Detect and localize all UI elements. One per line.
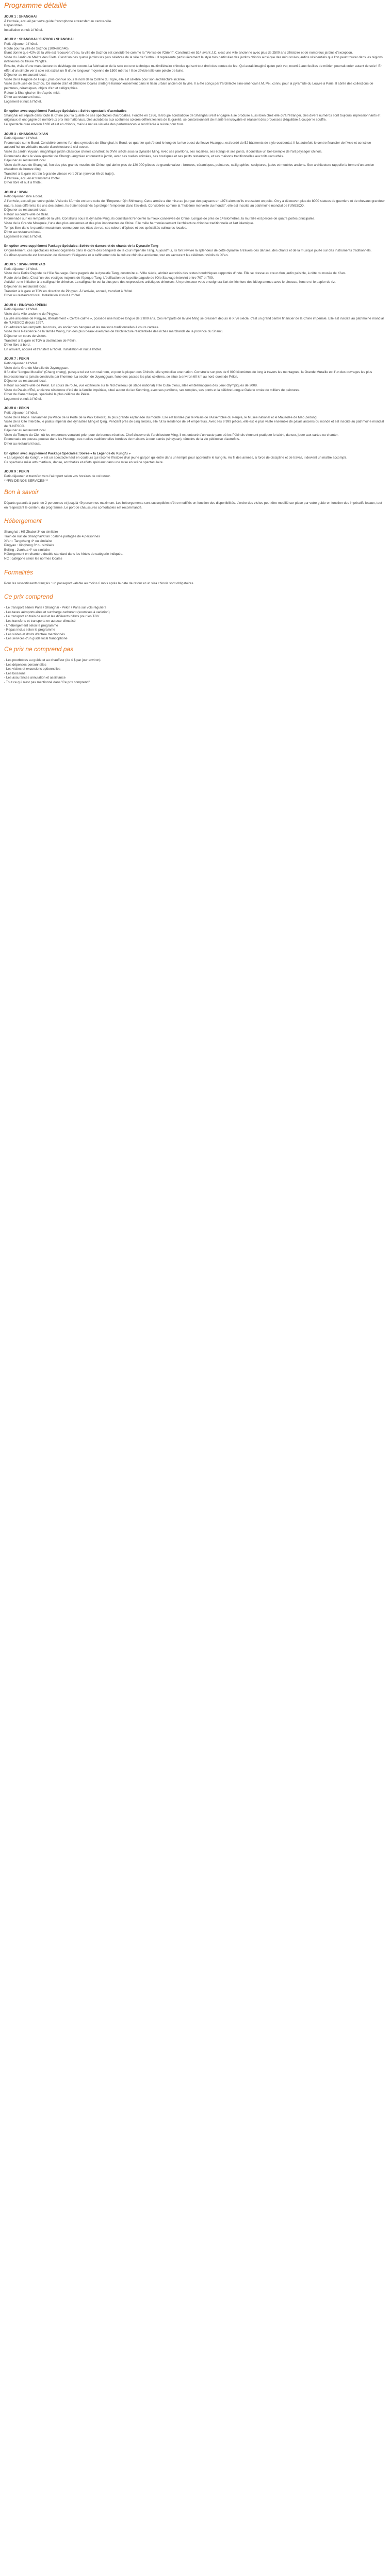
includes-item: - Les visites et droits d'entrée mentionnés [4,632,65,636]
day-line: Installation et nuit à l'hôtel. [4,28,43,32]
day-line: Dîner libre à bord. [4,343,31,347]
day-line: Déjeuner au restaurant local. [4,73,47,77]
section-title: Hébergement [4,517,42,525]
day-line: Promenade sur les remparts de la ville. Construits sous la dynastie Ming, ils constituent l'enceinte la mieux conservée de Chine. Longue de près de 14 kilomètres, la muraille est percée de quatre portes principales. [4,217,315,221]
day-line: Promenade en pousse-pousse dans les Hutongs, ces ruelles traditionnelles bordées de maisons à cour carrée (siheyuan), témoins de la vie pékinoise d'autrefois. [4,437,240,442]
itinerary [4,15,386,483]
section-line: Départs garantis à partir de 2 personnes et jusqu'à 49 personnes maximum. Les hébergements sont susceptibles d'être modifiés en fonction des disponibilités. L'ordre des visites peut être modifié sur place par votre guide en fonction des impératifs locaux, tout en respectant le contenu du programme. Le port de chaussures confortables est recommandé. [4,501,382,510]
day-line: Promenade dans le vieux quartier de Chenghuangmiao entourant le jardin, avec ses ruelles animées, ses boutiques et ses petits restaurants, et ses maisons traditionnelles aux toits recourbés. [4,154,284,158]
day-title: JOUR 6 : PINGYAO / PEKIN [4,303,47,307]
includes-item: - Le transport aérien Paris / Shanghai - Pékin / Paris sur vols réguliers [4,606,106,610]
day-line: Petit-déjeuner et transfert vers l'aéroport selon vos horaires de vol retour. [4,474,111,479]
day-block [4,303,386,352]
day-line: Visite de la Pagode de Huqiu, plus connue sous le nom de la Colline du Tigre, elle est célèbre pour son architecture inclinée. [4,77,186,81]
excludes-list [4,658,386,685]
day-line: Ensuite, visite d'une manufacture du dévidage de cocons.La fabrication de la soie est une technique multimillénaire chinoise qui sert tout droit des contes de fée. Qui aurait imaginé qu'un petit ver, nourri à aux feuilles de mûrier, pourrait créer autant de soie ! En effet, d'un simple ver à soie est extrait un fil d'une longueur moyenne de 1500 mètres ! Il se dévide telle une pelote de laine. [4,64,383,73]
day-title: En option avec supplément Package Spéciales : Soirée spectacle d'acrobaties [4,109,127,113]
day-block [4,132,386,185]
day-title: JOUR 2 : SHANGHAI / SUZHOU / SHANGHAI [4,38,74,42]
day-line: Petit-déjeuner à l'hôtel. [4,267,38,271]
day-line: Petit-déjeuner à l'hôtel. [4,411,38,415]
section-line: Shanghai : HE Zhabei 3* ou similaire [4,530,58,534]
day-block [4,38,386,104]
day-line: Transfert à la gare et train à grande vitesse vers Xi'an (environ 6h de trajet). [4,172,115,176]
day-line: Retour à Shanghai en fin d'après-midi. [4,91,60,95]
section-line: Train de nuit de Shanghai/Xi'an : cabine partagée de 4 personnes [4,535,100,538]
spacer [4,562,386,566]
day-line: « La Légende du Kungfu » est un spectacle haut en couleurs qui raconte l'histoire d'un jeune garçon qui entre dans un temple pour apprendre le kung-fu. Au fil des années, à force de discipline et de travail, il devient un maître accompli. [4,456,347,460]
day-line: Le spectacle dure environ 1h30 et est en chinois, mais la nature visuelle des performances le rend facile à suivre pour tous. [4,123,185,127]
day-line: On admirera les remparts, les tours, les anciennes banques et les maisons traditionnelles à cours carrées. [4,325,159,329]
section-line: Beijing : Jianhua 4* ou similaire [4,548,50,552]
day-block [4,452,386,465]
day-line: Visite de la Petite Pagode de l'Oie Sauvage. Cette pagode de la dynastie Tang, construite au VIIIe siècle, abritait autrefois des textes bouddhiques rapportés d'Inde. Elle se dresse au cœur d'un jardin paisible, à côté du musée de Xi'an. [4,272,346,276]
day-line: Originellement, ces spectacles étaient organisés dans le cadre des banquets de la cour impériale Tang. Aujourd'hui, ils font revivre la splendeur de cette dynastie à travers des danses, des chants et de la musique jouée sur des instruments traditionnels. [4,248,372,252]
day-line: Déjeuner au restaurant local. [4,208,47,212]
excludes-item: - Les dépenses personnelles [4,663,46,667]
day-line: Dîner libre et nuit à l'hôtel. [4,181,43,185]
day-title: En option avec supplément Package Spéciales: Soirée de danses et de chants de la Dynastie Tang [4,244,158,248]
day-block [4,406,386,446]
day-line: Visite du Musée de Suzhou. Ce musée d'art et d'histoire locales s'intègre harmonieusement dans le tissu urbain ancien de la ville. Il a été conçu par l'architecte sino-américain I.M. Pei, connu pour la pyramide du Louvre à Paris. Il abrite des collections de peintures, céramiques, objets d'art et calligraphies. [4,82,373,90]
day-block [4,244,386,258]
day-title: JOUR 7 : PEKIN [4,357,29,361]
day-title: JOUR 4 : XI'AN [4,190,28,194]
day-line: Route de la Soie. C'est l'un des vestiges majeurs de l'époque Tang. L'édification de la petite pagode de l'Oie Sauvage intervint entre 707 et 709. [4,276,214,280]
day-block [4,15,386,32]
includes-title: Ce prix comprend [4,593,53,601]
day-block [4,263,386,298]
day-block [4,470,386,483]
excludes-item: - Tout ce qui n'est pas mentionné dans "Ce prix comprend" [4,680,90,684]
excludes-item: - Les visites et excursions optionnelles [4,667,61,671]
formalities-text: Pour les ressortissants français : un passeport valable au moins 6 mois après la date de retour et un visa chinois sont obligatoires. [4,581,194,585]
day-line: Logement et nuit à l'hôtel. [4,397,42,401]
includes-item: - Repas inclus selon le programme [4,628,55,632]
day-line: Petit-déjeuner à l'hôtel. [4,137,38,141]
day-line: Visite du Musée de Shanghai, l'un des plus grands musées de Chine, qui abrite plus de 120 000 pièces de grande valeur : bronzes, céramiques, peintures, calligraphies, sculptures, jades et meubles anciens. Son architecture rappelle la forme d'un ancien chaudron de bronze ding. [4,163,374,172]
day-line: Petit-déjeuner à l'hôtel. [4,308,38,312]
section-line: NC : catégorie selon les normes locales [4,556,62,561]
day-line: Visite de la Grande Muraille de Juyongguan. [4,366,69,370]
day-line: Repas libres. [4,24,24,28]
day-line: À l'arrivée, accueil et transfert à l'hôtel. [4,176,61,180]
day-line: Logement et nuit à l'hôtel. [4,234,42,239]
spacer [4,510,386,514]
day-title: En option avec supplément Package Spéciales: Soirée « la Légende du Kungfu » [4,451,131,455]
formalities-title: Formalités [4,568,34,576]
day-line: Transfert à la gare et TGV en direction de Pingyao. À l'arrivée, accueil, transfert à l'hôtel. [4,289,134,293]
excludes-item: - Les boissons [4,671,26,675]
day-line: Promenade sur le Bund. Considéré comme l'un des symboles de Shanghai, le Bund, ce quartier qui s'étend le long de la rive ouest du fleuve Huangpu, est bordé de 52 bâtiments de style occidental. Il fut autrefois le centre financier de l'Asie et constitue aujourd'hui un véritable musée d'architecture à ciel ouvert. [4,141,371,149]
day-line: À l'arrivée, accueil par votre guide. Visite de l'Armée en terre cuite de l'Empereur Qin Shihuang. Cette armée a été mise au jour par des paysans en 1974 alors qu'ils creusaient un puits. On y a découvert plus de 8000 statues de guerriers et de chevaux grandeur nature, tous différents les uns des autres. Ils étaient destinés à protéger l'empereur dans l'au-delà. Considérée comme la "huitième merveille du monde", elle est inscrite au patrimoine mondial de l'UNESCO. [4,199,385,208]
day-line: Ce dîner-spectacle est l'occasion de découvrir l'élégance et le raffinement de la culture chinoise ancienne, tout en savourant les célèbres raviolis de Xi'an. [4,253,229,257]
section-title: Bon à savoir [4,488,39,496]
day-line: En arrivant, accueil et transfert à l'hôtel. Installation et nuit à l'hôtel. [4,347,102,351]
day-line: Retour au centre-ville de Pékin. En cours de route, vue extérieure sur le Nid d'oiseau (le stade national) et le Cube d'eau, sites emblématiques des Jeux Olympiques de 2008. [4,383,258,387]
day-title: JOUR 8 : PEKIN [4,406,29,411]
day-line: Il fut dite "Longue Muraille" (Chang cheng), puisque tel est son vrai nom, et pour la plupart des Chinois, elle symbolise une nation. Construite sur plus de 6 000 kilomètres de long à travers les montagnes, la Grande Muraille est l'un des ouvrages les plus impressionnants jamais construits par l'homme. La section de Juyongguan, l'une des passes les plus célèbres, se situe à environ 60 km au nord-ouest de Pékin. [4,370,372,379]
day-line: Visite de la Place Tian'anmen (la Place de la Porte de la Paix Céleste), la plus grande esplanade du monde. Elle est bordée par le Palais de l'Assemblée du Peuple, le Musée national et le Mausolée de Mao Zedong. [4,415,318,419]
includes-item: - L'hébergement selon le programme [4,623,58,628]
day-title: JOUR 1 : SHANGHAI [4,15,37,19]
info-sections [4,488,386,565]
day-line: Retour au centre-ville de Xi'an. [4,212,50,216]
includes-list [4,606,386,641]
day-line: Petit-déjeuner à l'hôtel. [4,42,38,46]
day-line: Visite du Temple du Ciel, où les empereurs venaient prier pour de bonnes récoltes. Chef-d'œuvre de l'architecture Ming, il est entouré d'un vaste parc où les Pékinois viennent pratiquer le taichi, danser, jouer aux cartes ou chanter. [4,433,339,437]
day-title: JOUR 9 : PEKIN [4,470,29,474]
day-line: Étant donné que 42% de la ville est recouvert d'eau, la ville de Suzhou est considérée comme la "Venise de l'Orient". Construite en 514 avant J.C, c'est une ville ancienne avec plus de 2500 ans d'histoire et de nombreux jardins d'exception. [4,51,353,55]
includes-item: - Les transferts et transports en autocar climatisé [4,619,76,623]
day-line: Dîner de Canard laqué, spécialité la plus célèbre de Pékin. [4,393,90,397]
includes-item: - Les services d'un guide local francophone [4,637,68,641]
day-line: Transfert à la gare et TGV à destination de Pékin. [4,338,77,343]
section-line: Pingyao : Xinghong 3* ou similaire [4,544,55,548]
day-line: Temps libre dans le quartier musulman, connu pour ses étals de rue, ses odeurs d'épices et ses spécialités culinaires locales. [4,226,187,230]
day-line: Dîner au restaurant local. [4,230,41,234]
day-line: Visite de la Résidence de la famille Wang, l'un des plus beaux exemples de l'architecture résidentielle des riches marchands de la province du Shanxi. [4,330,223,334]
day-line: Shanghai est réputé dans toute la Chine pour la qualité de ses spectacles d'acrobaties. Fondée en 1956, la troupe acrobatique de Shanghai s'est engagée à se produire aussi bien chez elle qu'à l'étranger. Ses divers numéros sont toujours impressionnants et originaux et ont gagné de nombreux prix internationaux. Des acrobates aux costumes colorés défient les lois de la gravité, se contorsionnent de manière incroyable et réalisent des prouesses d'équilibre à couper le souffle. [4,113,381,122]
day-line: Logement et nuit à l'hôtel. [4,99,42,104]
day-block [4,357,386,401]
day-block [4,109,386,127]
includes-item: - Les taxes aéroportuaires et surcharge carburant (soumises à variation) [4,610,110,614]
day-line: Visite de la ville ancienne de Pingyao. [4,312,60,316]
day-block [4,191,386,240]
section-line: Hébergement en chambre double standard dans les hôtels de catégorie indiquée. [4,552,123,556]
day-line: Visite de la Grande Mosquée, l'une des plus anciennes et des plus importantes de Chine. Elle mêle harmonieusement l'architecture chinoise traditionnelle et l'art islamique. [4,221,254,225]
day-line: À l'arrivée, accueil par votre guide francophone et transfert au centre-ville. [4,19,112,23]
day-line: Visite du Jardin Yuyuan, magnifique jardin classique chinois construit au XVIe siècle sous la dynastie Ming. Avec ses pavillons, ses rocailles, ses étangs et ses ponts, il constitue un bel exemple de l'art paysager chinois. [4,150,322,154]
day-line: Activité : une initiation à la calligraphie chinoise. La calligraphie est la plus pure des expressions artistiques chinoises. Un professeur vous enseignera l'art de l'écriture des idéogrammes avec le pinceau, l'encre et le papier de riz. [4,280,336,284]
excludes-title: Ce prix ne comprend pas [4,645,74,653]
day-line: Petit-déjeuner à l'hôtel. [4,361,38,365]
page-title: Programme détaillé [4,1,67,9]
section-line: Xi'an : Tangcheng 4* ou similaire [4,539,52,543]
day-line: La ville ancienne de Pingyao, littéralement « Cerfde calme », possède une histoire longue de 2 800 ans. Ces remparts de la ville Ming se dressent depuis le XIVe siècle, c'est un grand centre financier de la Chine impériale. Elle est inscrite au patrimoine mondial de l'UNESCO depuis 1997. [4,316,384,325]
day-line: Visite du Palais d'Été, ancienne résidence d'été de la famille impériale, situé autour du lac Kunming, avec ses pavillons, ses temples, ses ponts et la célèbre Longue Galerie ornée de milliers de peintures. [4,388,300,392]
day-line: Déjeuner au restaurant local. [4,159,47,163]
excludes-item: - Les assurances annulation et assistance [4,676,66,680]
day-line: ***FIN DE NOS SERVICES*** [4,479,48,483]
day-line: Dîner au restaurant local. [4,442,41,446]
day-line: Déjeuner au restaurant local. [4,285,47,289]
day-title: JOUR 3 : SHANGHAI / XI'AN [4,132,48,136]
day-line: Visite du Jardin du Maître des Filets. C'est l'un des quatre jardins les plus célèbres de la ville de Suzhou. Il représente particulièrement le style très particulier des jardins chinois ainsi que des minuscules jardins résidentiels que l'on peut trouver dans les régions inférieures du fleuve Yangtze. [4,55,383,64]
day-line: Petit-déjeuner libre à bord. [4,195,43,199]
day-line: Dîner au restaurant local. Installation et nuit à l'hôtel. [4,294,81,298]
day-title: JOUR 5 : XI'AN / PINGYAO [4,263,45,267]
day-line: Visite de la Cité Interdite, le palais impérial des dynasties Ming et Qing. Pendant près de cinq siècles, elle fut la résidence de 24 empereurs. Avec ses 9 999 pièces, elle est le plus vaste ensemble de palais anciens du monde et est inscrite au patrimoine mondial de l'UNESCO. [4,420,384,428]
day-line: Ce spectacle mêle arts martiaux, danse, acrobaties et effets spéciaux dans une mise en scène spectaculaire. [4,460,164,464]
day-line: Déjeuner au restaurant local. [4,379,47,383]
document [0,0,391,685]
day-line: Dîner au restaurant local. [4,95,41,99]
includes-item: - Le transport en train de nuit et les différents billets pour les TGV [4,615,100,619]
day-line: Route pour la ville de Suzhou (100km/1h40). [4,46,70,50]
day-line: Déjeuner au restaurant local. [4,429,47,433]
day-line: Déjeuner en cours de visites. [4,334,47,338]
excludes-item: - Les pourboires au guide et au chauffeur (de 4 $ par jour environ) [4,658,101,662]
